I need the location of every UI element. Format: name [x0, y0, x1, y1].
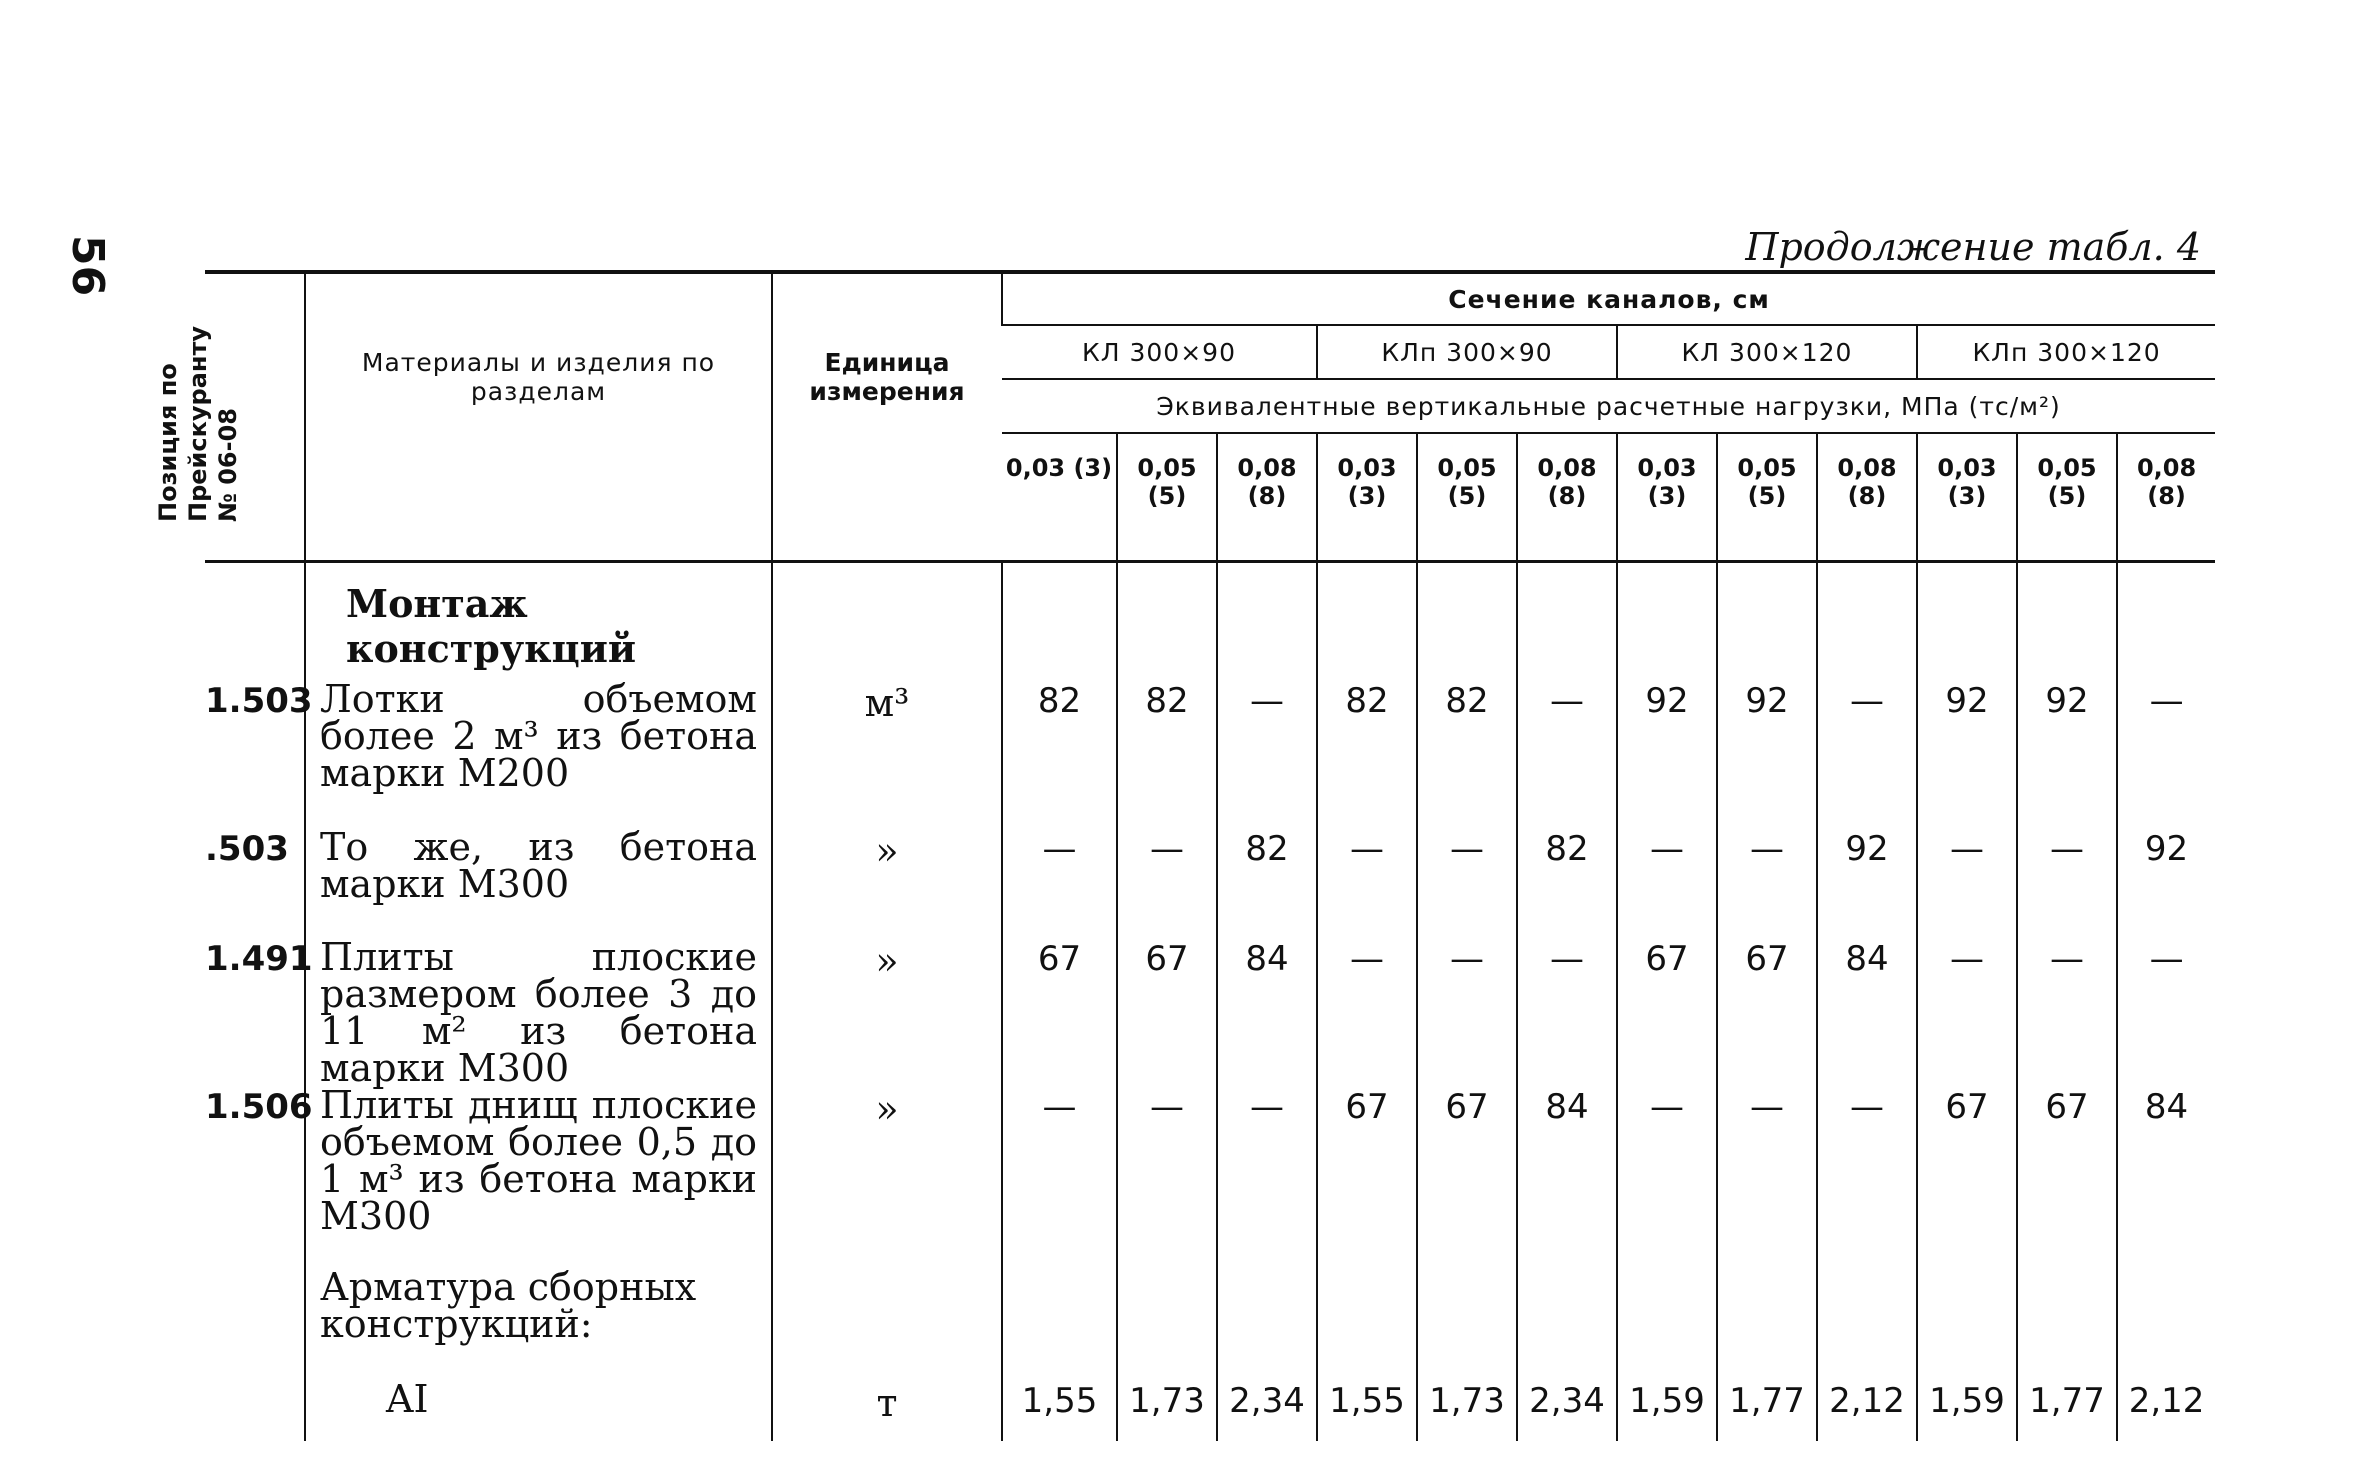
- row-value: 1,59: [1617, 1381, 1717, 1441]
- page-number: 56: [62, 235, 113, 297]
- row-unit: »: [772, 939, 1002, 1087]
- row-value: 84: [2117, 1087, 2215, 1269]
- channel-kl-300x90: КЛ 300×90: [1002, 325, 1317, 379]
- row-value: 82: [1417, 681, 1517, 829]
- load-header: 0,03 (3): [1317, 433, 1417, 562]
- row-value: —: [1517, 681, 1617, 829]
- row-value: 67: [1317, 1087, 1417, 1269]
- row-value: 67: [1117, 939, 1217, 1087]
- row-value: [1217, 1269, 1317, 1381]
- row-value: —: [2017, 829, 2117, 939]
- load-header: 0,03 (3): [1617, 433, 1717, 562]
- row-value: [2117, 1269, 2215, 1381]
- load-header: 0,08 (8): [1217, 433, 1317, 562]
- row-value: —: [1317, 829, 1417, 939]
- row-value: 1,77: [1717, 1381, 1817, 1441]
- row-unit: т: [772, 1381, 1002, 1441]
- load-header: 0,08 (8): [1517, 433, 1617, 562]
- row-value: —: [1002, 829, 1117, 939]
- row-value: —: [1217, 1087, 1317, 1269]
- row-value: —: [1617, 1087, 1717, 1269]
- row-material: Арматура сборных конструкций:: [305, 1269, 772, 1381]
- row-value: 2,34: [1217, 1381, 1317, 1441]
- row-value: —: [2117, 681, 2215, 829]
- row-value: 82: [1002, 681, 1117, 829]
- row-unit: [772, 1269, 1002, 1381]
- row-value: 1,77: [2017, 1381, 2117, 1441]
- channel-section-header: Сечение каналов, см: [1002, 272, 2215, 325]
- row-value: 2,12: [2117, 1381, 2215, 1441]
- channel-klp-300x90: КЛп 300×90: [1317, 325, 1617, 379]
- table-row: [205, 1087, 2215, 1269]
- load-header: 0,05 (5): [1417, 433, 1517, 562]
- row-value: —: [1517, 939, 1617, 1087]
- load-header: 0,05 (5): [1117, 433, 1217, 562]
- row-unit: »: [772, 829, 1002, 939]
- row-value: [1317, 1269, 1417, 1381]
- position-header-line: Позиция по: [154, 363, 182, 522]
- row-value: 84: [1817, 939, 1917, 1087]
- row-value: 67: [1002, 939, 1117, 1087]
- row-value: 92: [1717, 681, 1817, 829]
- load-header: 0,03 (3): [1917, 433, 2017, 562]
- row-value: [1517, 1269, 1617, 1381]
- row-value: —: [1117, 1087, 1217, 1269]
- row-material: То же, из бетона марки М300: [305, 829, 772, 939]
- row-position: 1.491: [205, 939, 313, 979]
- row-value: —: [1817, 681, 1917, 829]
- table-body: [205, 562, 2215, 1442]
- row-material: Плиты днищ плоские объемом более 0,5 до 1 м³ из бетона марки М300: [305, 1087, 772, 1269]
- row-value: 92: [1917, 681, 2017, 829]
- row-value: —: [1917, 829, 2017, 939]
- table-row: [205, 681, 2215, 829]
- row-value: 84: [1217, 939, 1317, 1087]
- row-value: 82: [1117, 681, 1217, 829]
- row-value: 67: [1617, 939, 1717, 1087]
- materials-header: Материалы и изделия по разделам: [305, 272, 772, 562]
- unit-header: Единица измерения: [772, 272, 1002, 562]
- position-header-line: № 06-08: [214, 408, 242, 522]
- row-value: [1617, 1269, 1717, 1381]
- row-value: 82: [1317, 681, 1417, 829]
- load-header: 0,05 (5): [1717, 433, 1817, 562]
- row-unit: м³: [772, 681, 1002, 829]
- row-value: —: [1917, 939, 2017, 1087]
- row-value: [1717, 1269, 1817, 1381]
- row-value: —: [1717, 829, 1817, 939]
- row-value: 82: [1217, 829, 1317, 939]
- row-value: 92: [1817, 829, 1917, 939]
- row-value: —: [1417, 939, 1517, 1087]
- row-value: 92: [1617, 681, 1717, 829]
- row-value: —: [1617, 829, 1717, 939]
- row-value: [1002, 1269, 1117, 1381]
- row-value: 2,12: [1817, 1381, 1917, 1441]
- load-header: 0,05 (5): [2017, 433, 2117, 562]
- row-value: 92: [2017, 681, 2117, 829]
- row-position: .503: [205, 829, 289, 869]
- table-caption: Продолжение табл. 4: [1745, 225, 2201, 269]
- row-value: 92: [2117, 829, 2215, 939]
- row-value: 84: [1517, 1087, 1617, 1269]
- row-value: 1,55: [1317, 1381, 1417, 1441]
- load-header: 0,08 (8): [1817, 433, 1917, 562]
- row-value: 1,55: [1002, 1381, 1117, 1441]
- table-header: [154, 272, 2215, 562]
- row-material: AI: [305, 1381, 772, 1441]
- row-value: —: [1217, 681, 1317, 829]
- row-value: —: [1817, 1087, 1917, 1269]
- load-header: 0,08 (8): [2117, 433, 2215, 562]
- row-value: 82: [1517, 829, 1617, 939]
- row-value: —: [1417, 829, 1517, 939]
- row-value: 1,73: [1417, 1381, 1517, 1441]
- loads-header: Эквивалентные вертикальные расчетные нагрузки, МПа (тс/м²): [1002, 379, 2215, 433]
- section-heading: Монтаж конструкций: [305, 562, 772, 682]
- row-value: 67: [1417, 1087, 1517, 1269]
- table-row: [205, 1269, 2215, 1381]
- row-value: —: [1317, 939, 1417, 1087]
- row-position: [205, 1381, 305, 1441]
- row-material: Плиты плоские размером более 3 до 11 м² из бетона марки М300: [305, 939, 772, 1087]
- row-material: Лотки объемом более 2 м³ из бетона марки М200: [305, 681, 772, 829]
- row-value: [2017, 1269, 2117, 1381]
- row-position: 1.506: [205, 1087, 313, 1127]
- channel-klp-300x120: КЛп 300×120: [1917, 325, 2215, 379]
- row-value: [1117, 1269, 1217, 1381]
- row-value: —: [2017, 939, 2117, 1087]
- data-table: [154, 270, 2215, 1441]
- table-row: [205, 1381, 2215, 1441]
- row-value: —: [1002, 1087, 1117, 1269]
- row-value: —: [1717, 1087, 1817, 1269]
- row-value: 67: [2017, 1087, 2117, 1269]
- row-position: 1.503: [205, 681, 313, 721]
- row-value: 1,59: [1917, 1381, 2017, 1441]
- row-value: [1817, 1269, 1917, 1381]
- row-value: 67: [1717, 939, 1817, 1087]
- row-unit: »: [772, 1087, 1002, 1269]
- row-value: —: [1117, 829, 1217, 939]
- row-value: —: [2117, 939, 2215, 1087]
- table-row: [205, 829, 2215, 939]
- position-header-line: Прейскуранту: [184, 325, 212, 522]
- row-position: [205, 1269, 305, 1381]
- channel-kl-300x120: КЛ 300×120: [1617, 325, 1917, 379]
- row-value: 67: [1917, 1087, 2017, 1269]
- load-header: 0,03 (3): [1005, 454, 1113, 482]
- row-value: 2,34: [1517, 1381, 1617, 1441]
- row-value: [1917, 1269, 2017, 1381]
- position-header: [154, 272, 305, 562]
- row-value: [1417, 1269, 1517, 1381]
- row-value: 1,73: [1117, 1381, 1217, 1441]
- table-row: [205, 939, 2215, 1087]
